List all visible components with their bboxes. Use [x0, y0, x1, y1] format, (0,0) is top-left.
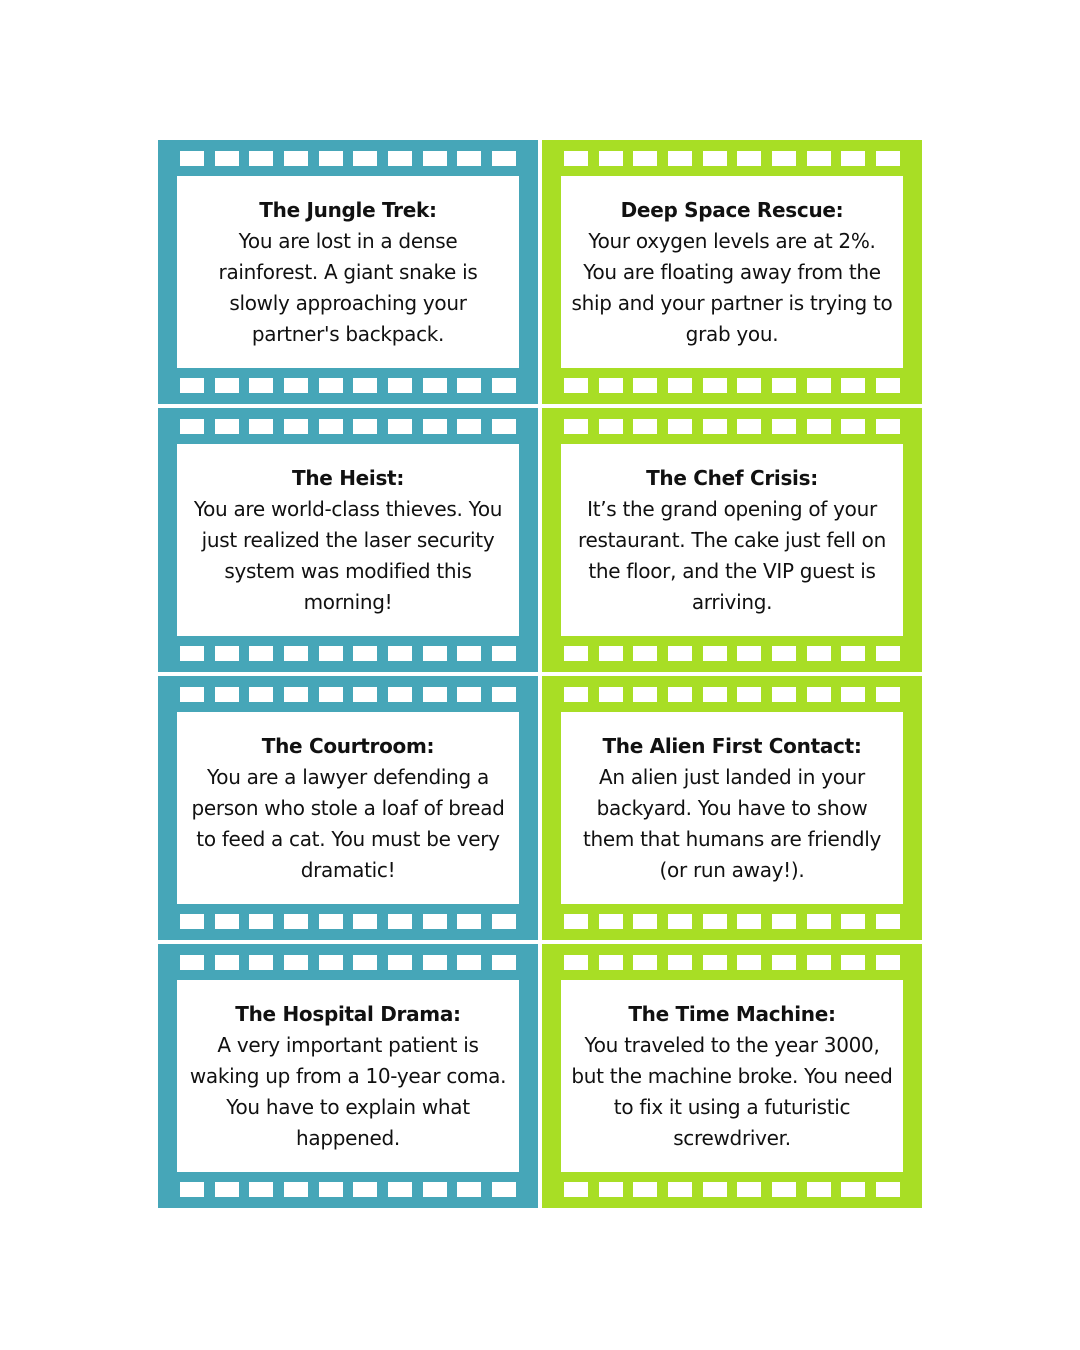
card-description: You are world-class thieves. You just realized the laser security system was modified this morning! [193, 496, 503, 614]
scenario-card [542, 408, 922, 672]
card-title: The Courtroom: [261, 733, 435, 758]
card-panel [561, 712, 903, 904]
card-description: You traveled to the year 3000, but the machine broke. You need to fix it using a futuristic screwdriver. [571, 1032, 893, 1150]
card-description: Your oxygen levels are at 2%. You are floating away from the ship and your partner is trying to grab you. [571, 228, 893, 346]
film-perforations-bottom [180, 914, 516, 929]
card-description: It’s the grand opening of your restaurant. The cake just fell on the floor, and the VIP guest is arriving. [577, 496, 886, 614]
card-description: An alien just landed in your backyard. You have to show them that humans are friendly (or run away!). [582, 764, 882, 882]
film-perforations-bottom [564, 646, 900, 661]
scenario-card [158, 140, 538, 404]
scenario-card [542, 944, 922, 1208]
scenario-card [158, 676, 538, 940]
card-title: The Chef Crisis: [646, 465, 818, 490]
film-perforations-top [180, 419, 516, 434]
film-perforations-top [180, 151, 516, 166]
film-perforations-top [564, 687, 900, 702]
card-panel [561, 176, 903, 368]
film-perforations-bottom [180, 1182, 516, 1197]
card-panel [177, 176, 519, 368]
card-panel [561, 444, 903, 636]
card-panel [177, 980, 519, 1172]
card-title: The Heist: [291, 465, 405, 490]
scenario-card [542, 676, 922, 940]
card-panel [177, 444, 519, 636]
film-perforations-bottom [564, 914, 900, 929]
film-perforations-bottom [564, 1182, 900, 1197]
scenario-card [542, 140, 922, 404]
card-description: You are a lawyer defending a person who stole a loaf of bread to feed a cat. You must be very dramatic! [191, 764, 505, 882]
card-title: The Alien First Contact: [602, 733, 862, 758]
card-title: The Time Machine: [628, 1001, 836, 1026]
film-perforations-top [180, 955, 516, 970]
scenario-card-grid [158, 140, 922, 1210]
film-perforations-bottom [180, 378, 516, 393]
card-title: The Jungle Trek: [259, 197, 437, 222]
card-panel [561, 980, 903, 1172]
scenario-card [158, 944, 538, 1208]
film-perforations-top [180, 687, 516, 702]
card-title: Deep Space Rescue: [620, 197, 844, 222]
film-perforations-bottom [564, 378, 900, 393]
film-perforations-top [564, 151, 900, 166]
film-perforations-top [564, 955, 900, 970]
card-title: The Hospital Drama: [235, 1001, 461, 1026]
film-perforations-top [564, 419, 900, 434]
scenario-card [158, 408, 538, 672]
film-perforations-bottom [180, 646, 516, 661]
card-description: You are lost in a dense rainforest. A giant snake is slowly approaching your partner's backpack. [218, 228, 478, 346]
card-panel [177, 712, 519, 904]
card-description: A very important patient is waking up from a 10-year coma. You have to explain what happened. [189, 1032, 507, 1150]
